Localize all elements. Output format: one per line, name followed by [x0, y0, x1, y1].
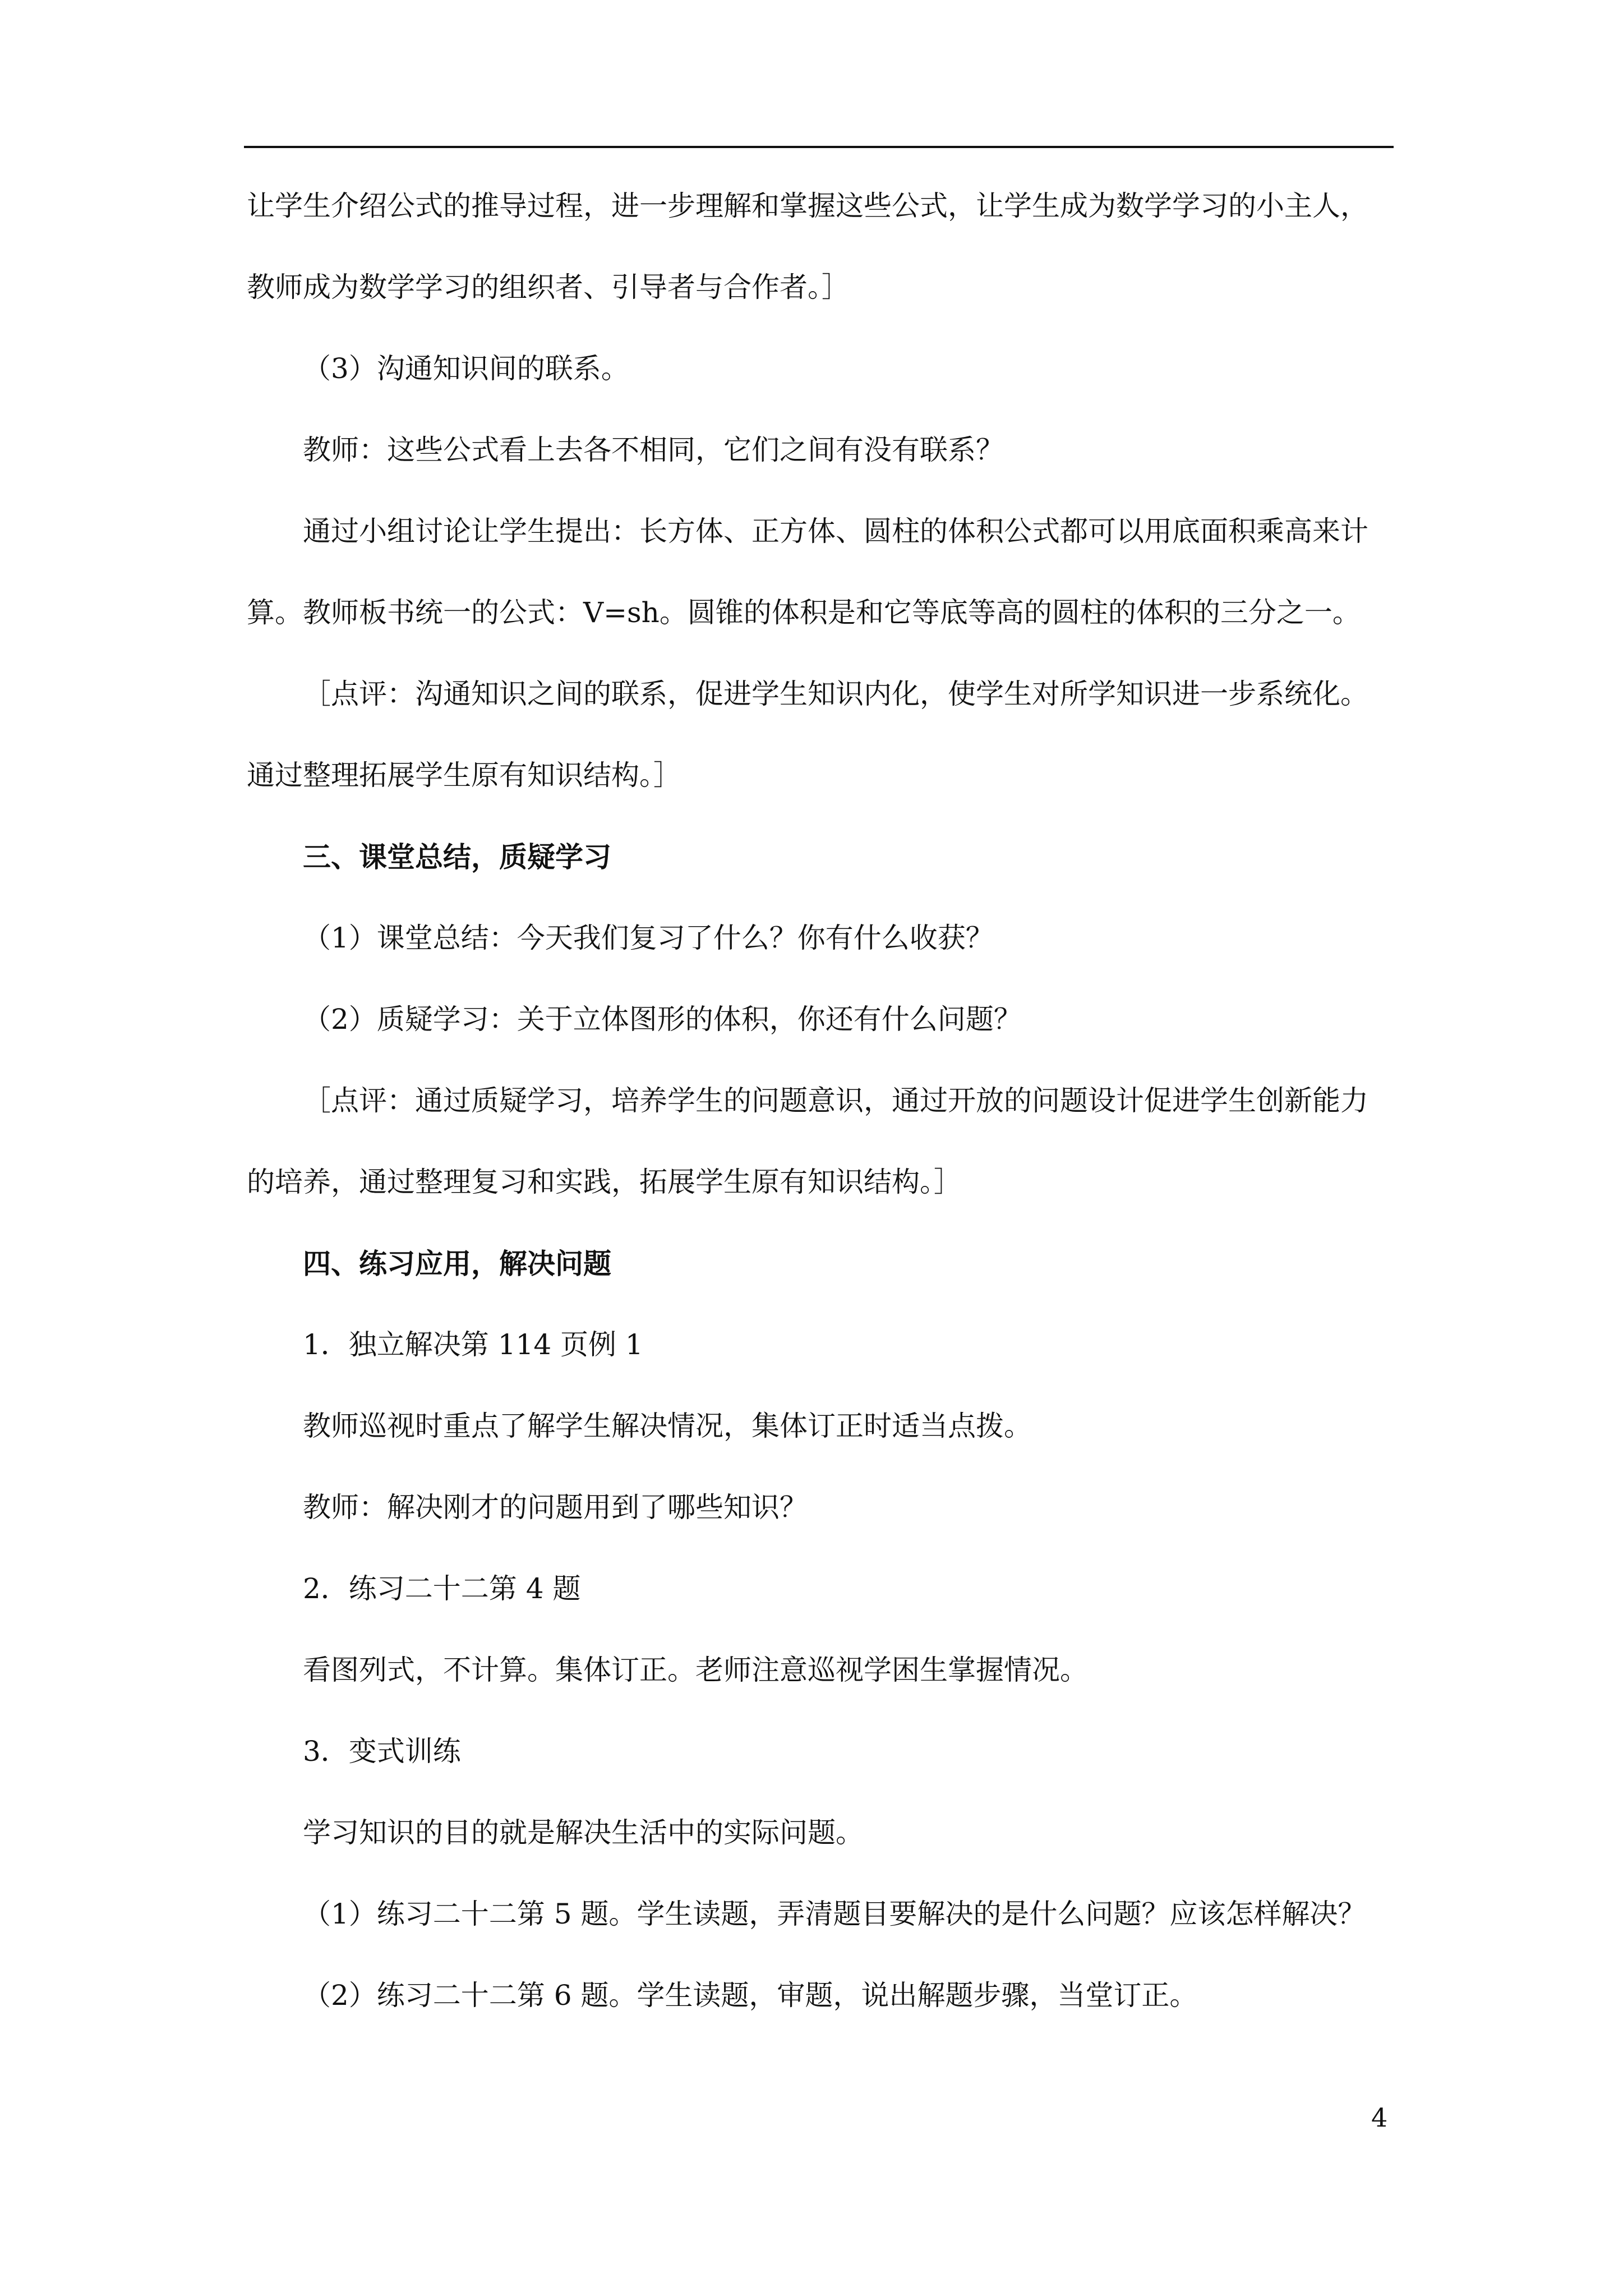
paragraph: （2）练习二十二第 6 题。学生读题，审题，说出解题步骤，当堂订正。 — [303, 1979, 1198, 2012]
exercise-title: 1．独立解决第 114 页例 1 — [303, 1328, 643, 1361]
paragraph: 教师：解决刚才的问题用到了哪些知识？ — [303, 1491, 808, 1524]
subsection-title: （3）沟通知识间的联系。 — [303, 352, 629, 385]
paragraph: 教师巡视时重点了解学生解决情况，集体订正时适当点拨。 — [303, 1410, 1032, 1442]
exercise-title: 2．练习二十二第 4 题 — [303, 1572, 581, 1605]
page-number: 4 — [1371, 2102, 1388, 2133]
section-heading: 四、练习应用，解决问题 — [303, 1247, 611, 1280]
paragraph-line: 通过小组讨论让学生提出：长方体、正方体、圆柱的体积公式都可以用底面积乘高来计 — [303, 515, 1368, 547]
paragraph: 教师：这些公式看上去各不相同，它们之间有没有联系？ — [303, 434, 1004, 466]
paragraph: 看图列式，不计算。集体订正。老师注意巡视学困生掌握情况。 — [303, 1654, 1088, 1686]
comment-line: ［点评：沟通知识之间的联系，促进学生知识内化，使学生对所学知识进一步系统化。 — [303, 678, 1368, 710]
paragraph: （1）练习二十二第 5 题。学生读题，弄清题目要解决的是什么问题？应该怎样解决？ — [303, 1898, 1366, 1930]
paragraph-line: 算。教师板书统一的公式：V=sh。圆锥的体积是和它等底等高的圆柱的体积的三分之一。 — [247, 596, 1361, 629]
comment-line: 的培养，通过整理复习和实践，拓展学生原有知识结构。］ — [247, 1166, 962, 1198]
paragraph-line: 教师成为数学学习的组织者、引导者与合作者。］ — [247, 271, 850, 303]
header-rule — [244, 146, 1394, 148]
comment-line: 通过整理拓展学生原有知识结构。］ — [247, 759, 681, 792]
comment-line: ［点评：通过质疑学习，培养学生的问题意识，通过开放的问题设计促进学生创新能力 — [303, 1084, 1368, 1117]
document-body — [247, 165, 1396, 2036]
paragraph: （2）质疑学习：关于立体图形的体积，你还有什么问题？ — [303, 1003, 1022, 1036]
exercise-title: 3．变式训练 — [303, 1735, 461, 1768]
paragraph-line: 让学生介绍公式的推导过程，进一步理解和掌握这些公式，让学生成为数学学习的小主人， — [247, 190, 1368, 222]
section-heading: 三、课堂总结，质疑学习 — [303, 840, 611, 873]
paragraph: 学习知识的目的就是解决生活中的实际问题。 — [303, 1816, 864, 1849]
paragraph: （1）课堂总结：今天我们复习了什么？你有什么收获？ — [303, 922, 994, 954]
